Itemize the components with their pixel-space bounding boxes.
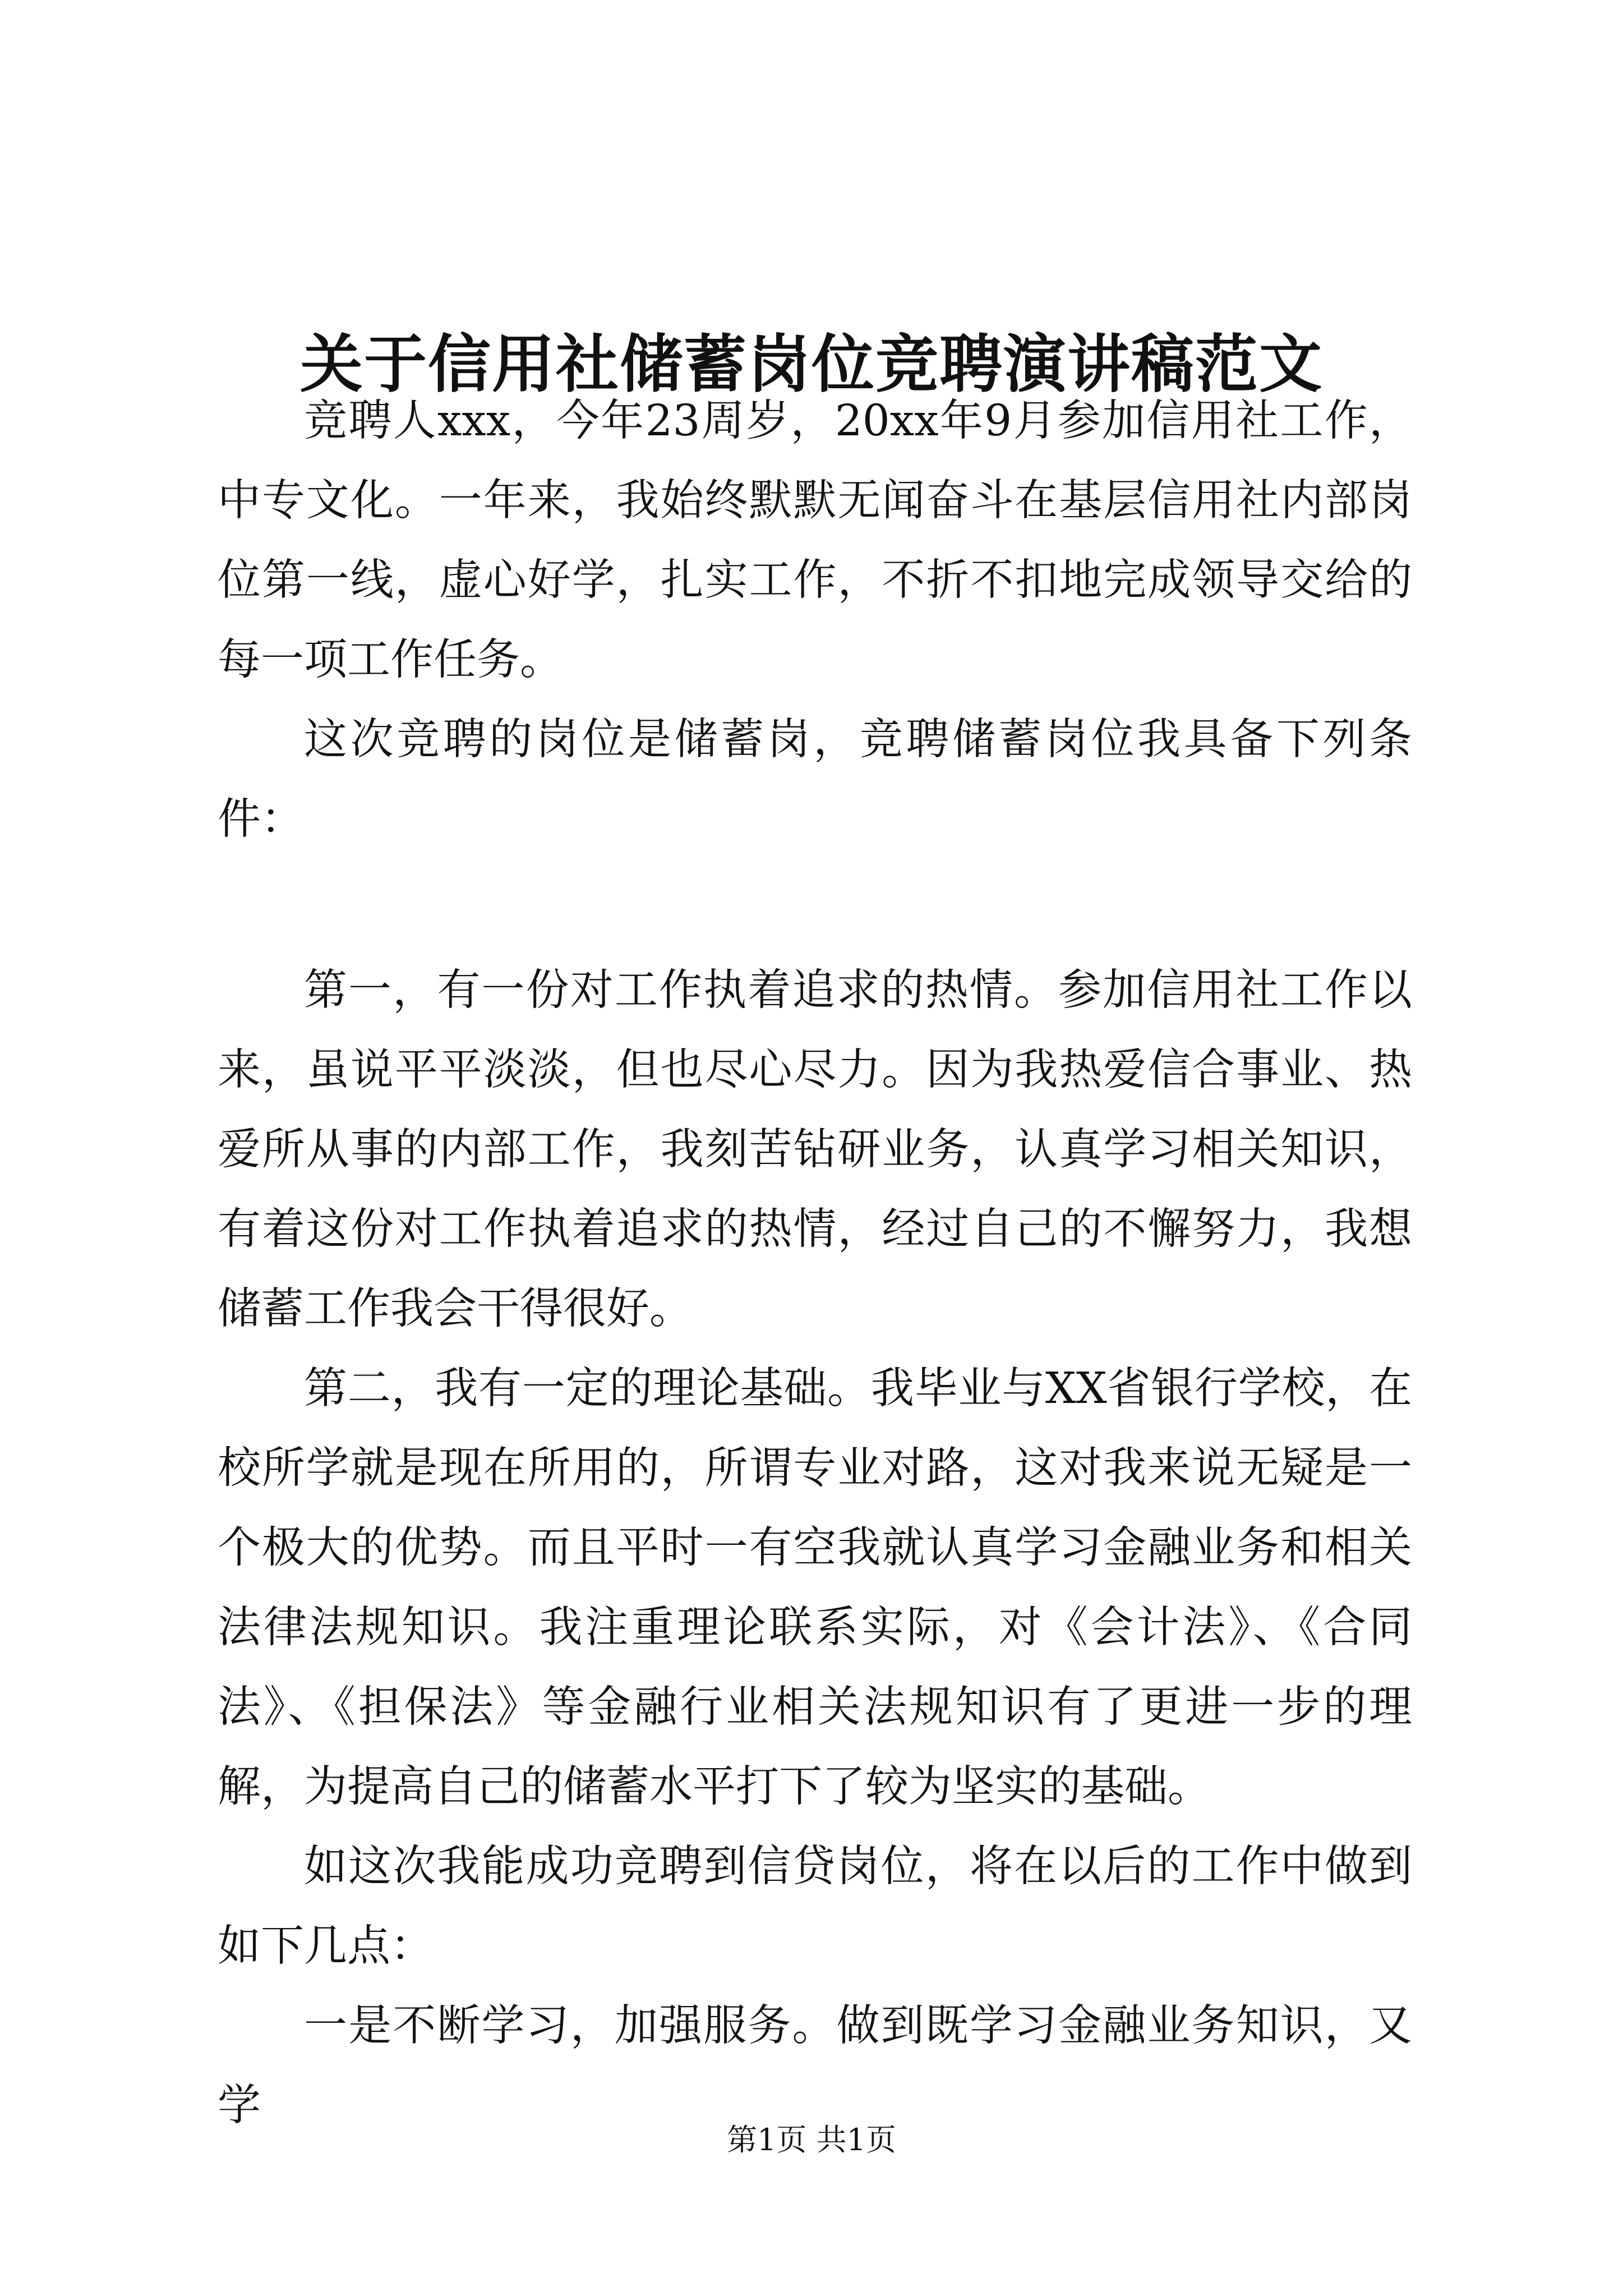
paragraph-plans-intro: 如这次我能成功竞聘到信贷岗位，将在以后的工作中做到如下几点： [218,1842,1412,1971]
document-body [218,381,1412,2146]
paragraph-conditions-intro: 这次竞聘的岗位是储蓄岗，竞聘储蓄岗位我具备下列条件： [218,715,1412,844]
paragraph-first-condition: 第一，有一份对工作执着追求的热情。参加信用社工作以来，虽说平平淡淡，但也尽心尽力。因为我热爱信合事业、热爱所从事的内部工作，我刻苦钻研业务，认真学习相关知识，有着这份对工作执着追求的热情，经过自己的不懈努力，我想储蓄工作我会干得很好。 [218,965,1412,1334]
page-footer: 第1页 共1页 [727,2122,896,2157]
document-title: 关于信用社储蓄岗位竞聘演讲稿范文 [300,328,1323,402]
paragraph-plan-one: 一是不断学习，加强服务。做到既学习金融业务知识，又学 [218,2001,1412,2131]
paragraph-second-condition: 第二，我有一定的理论基础。我毕业与XX省银行学校，在校所学就是现在所用的，所谓专业对路，这对我来说无疑是一个极大的优势。而且平时一有空我就认真学习金融业务和相关法律法规知识。我注重理论联系实际，对《会计法》、《合同法》、《担保法》等金融行业相关法规知识有了更进一步的理解，为提高自己的储蓄水平打下了较为坚实的基础。 [218,1364,1412,1812]
paragraph-intro: 竞聘人xxx，今年23周岁，20xx年9月参加信用社工作，中专文化。一年来，我始终默默无闻奋斗在基层信用社内部岗位第一线，虚心好学，扎实工作，不折不扣地完成领导交给的每一项工作任务。 [218,396,1412,685]
blank-line [218,859,1412,951]
